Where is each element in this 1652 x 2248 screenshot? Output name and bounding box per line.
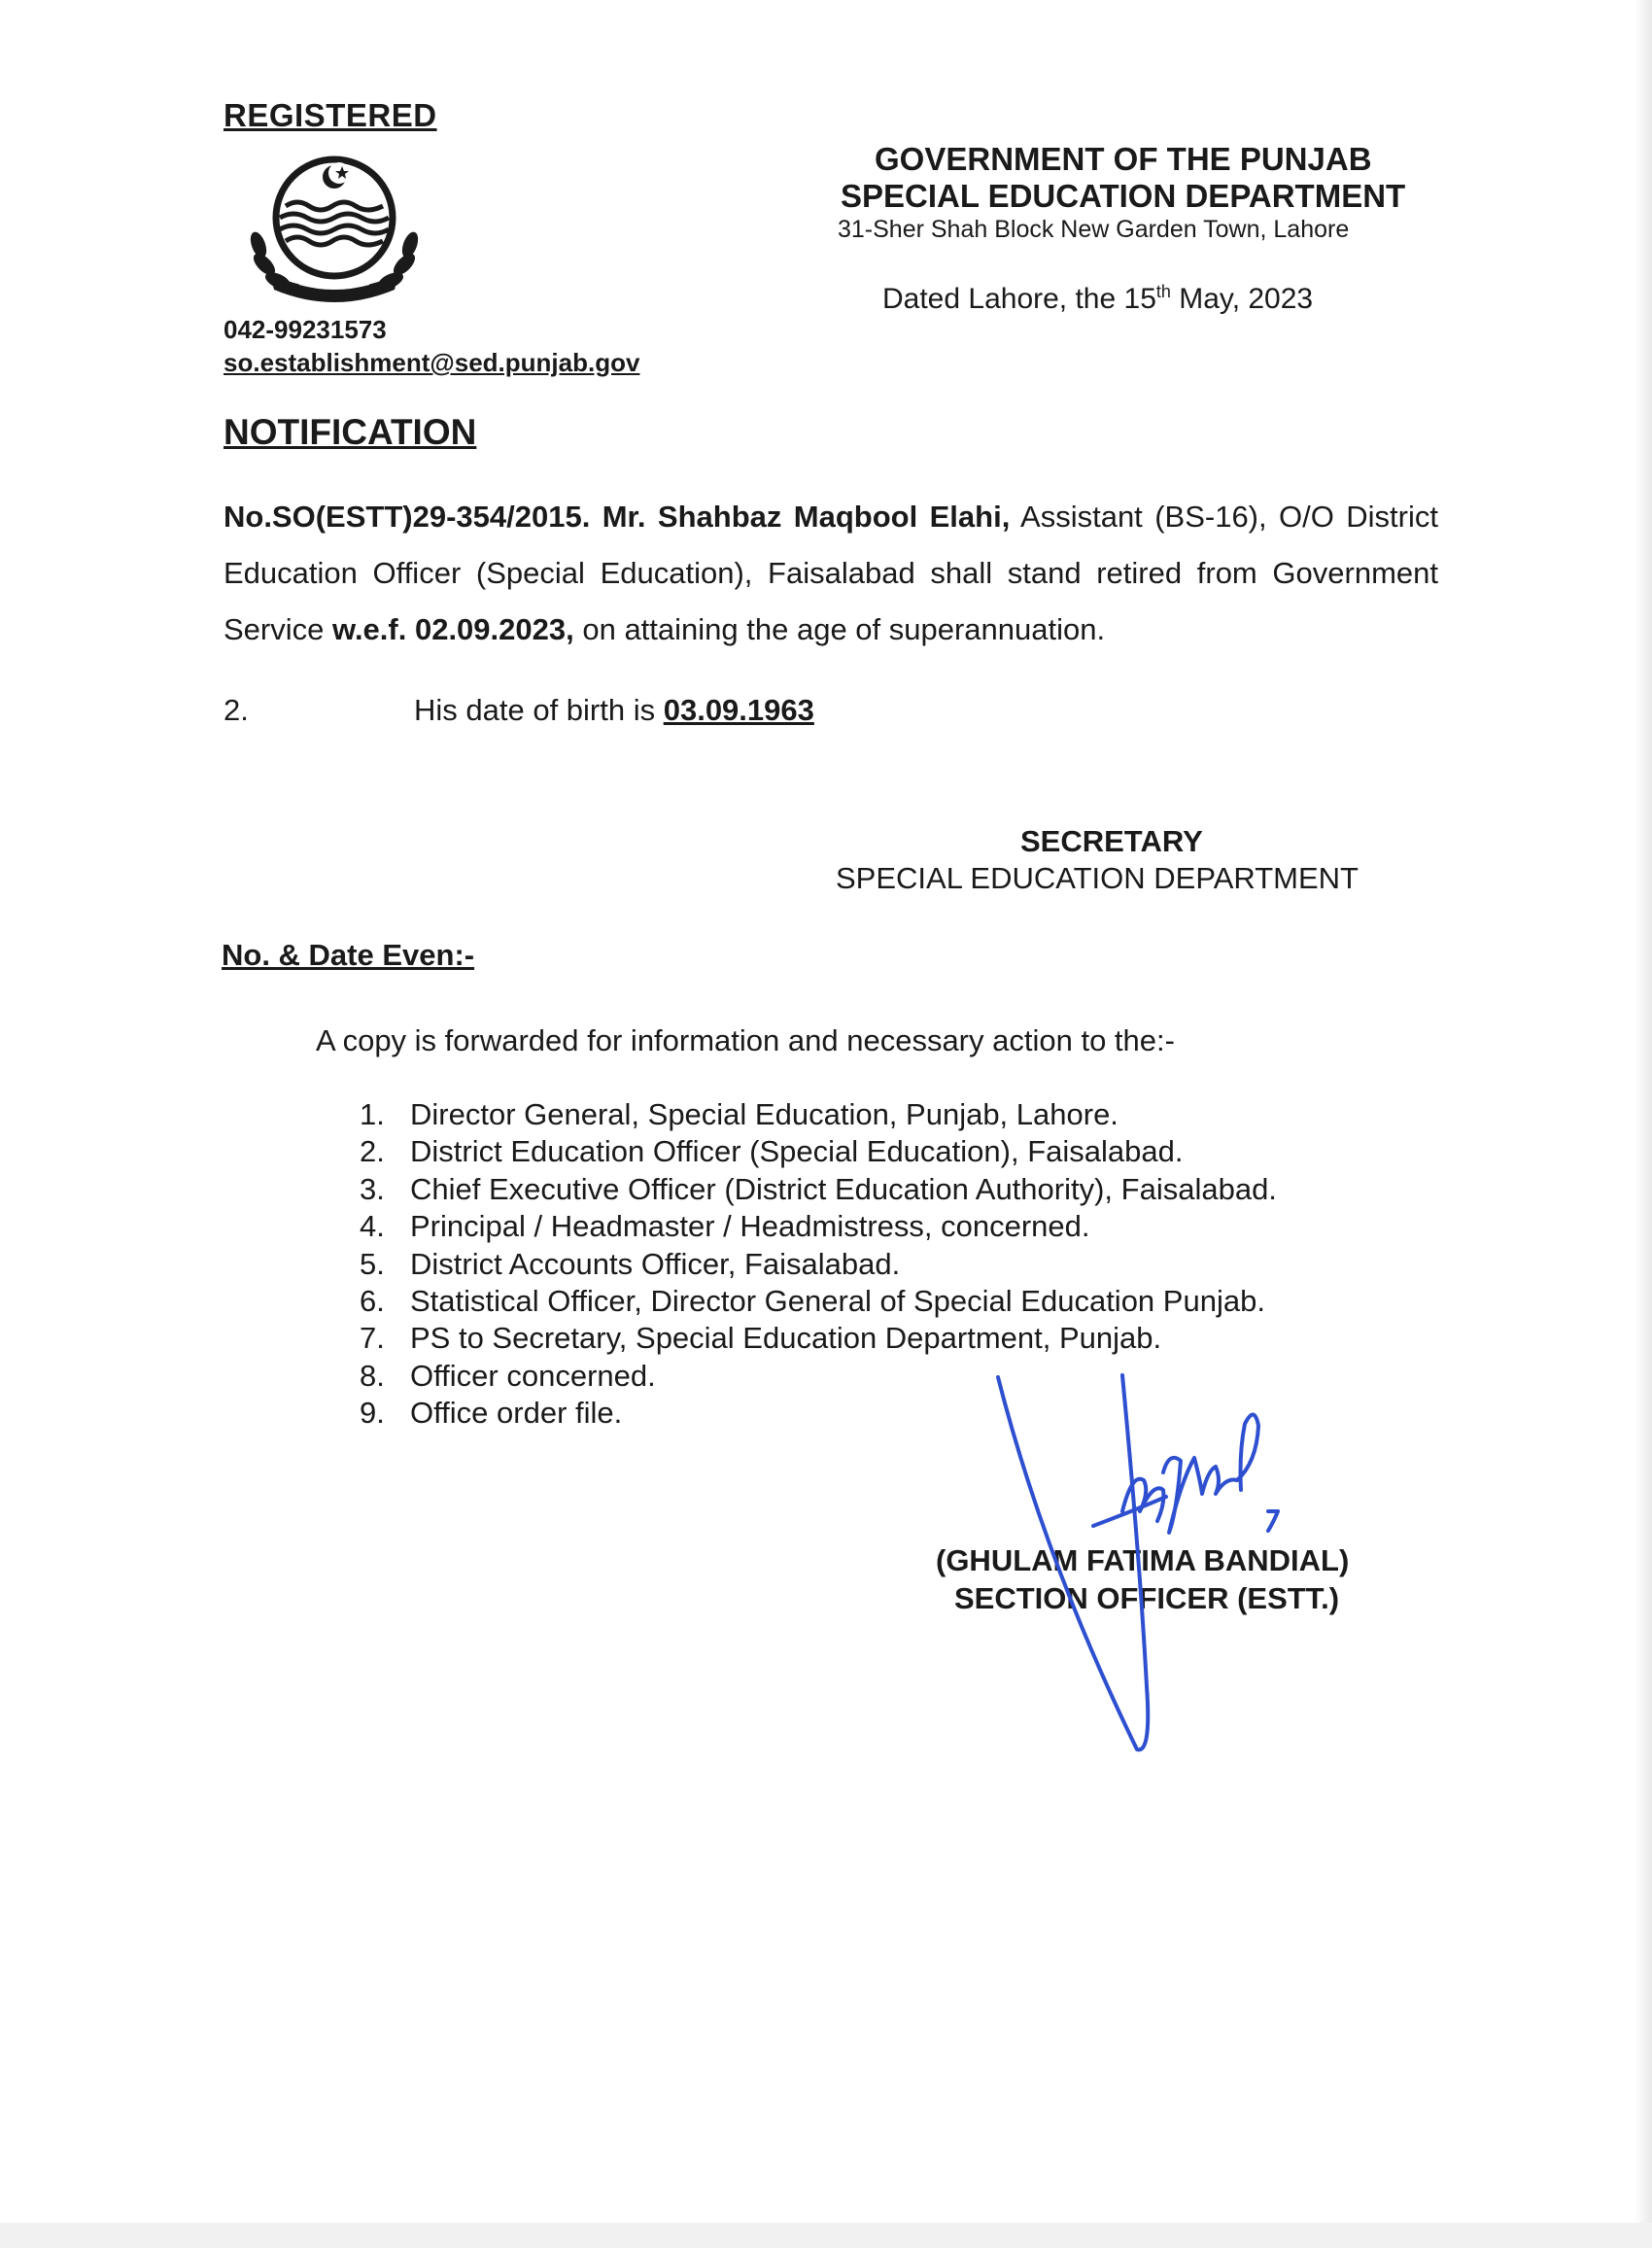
list-item: 6. Statistical Officer, Director General of Special Education Punjab. (360, 1283, 1265, 1318)
page-edge-bottom (0, 2223, 1652, 2248)
department-address: 31-Sher Shah Block New Garden Town, Lahore (838, 216, 1350, 243)
notification-heading: NOTIFICATION (224, 412, 477, 452)
list-item: 8. Officer concerned. (360, 1358, 656, 1393)
employee-name: Mr. Shahbaz Maqbool Elahi, (602, 500, 1011, 534)
dated-line (882, 282, 1313, 316)
copy-forward-intro: A copy is forwarded for information and necessary action to the:- (316, 1023, 1175, 1057)
secretary-department: SPECIAL EDUCATION DEPARTMENT (836, 861, 1359, 895)
list-item: 4. Principal / Headmaster / Headmistress, concerned. (360, 1209, 1090, 1244)
dated-superscript: th (1155, 282, 1171, 301)
effective-date: w.e.f. 02.09.2023, (331, 612, 574, 646)
handwritten-signature-icon (977, 1366, 1307, 1764)
list-item: 1. Director General, Special Education, Punjab, Lahore. (360, 1097, 1119, 1131)
date-of-birth-label: His date of birth is (414, 693, 664, 727)
dated-prefix: Dated Lahore, the 15 (882, 283, 1156, 315)
date-of-birth: 03.09.1963 (663, 693, 814, 727)
section-officer-name: (GHULAM FATIMA BANDIAL) (936, 1543, 1350, 1577)
list-item: 3. Chief Executive Officer (District Education Authority), Faisalabad. (360, 1171, 1277, 1206)
paragraph-text-1: Assistant (BS-16), O/O District Education Officer (Special Education), Faisalabad shall stand retired from Government Service (224, 500, 1438, 646)
reference-number: No.SO(ESTT)29-354/2015. (224, 500, 591, 534)
dated-suffix: May, 2023 (1170, 283, 1314, 315)
no-date-even-heading: No. & Date Even:- (222, 938, 475, 972)
phone-number: 042-99231573 (224, 315, 387, 344)
list-item: 5. District Accounts Officer, Faisalabad. (360, 1246, 901, 1281)
punjab-emblem-icon (241, 148, 428, 305)
list-item: 7. PS to Secretary, Special Education Department, Punjab. (360, 1321, 1162, 1356)
department-title: SPECIAL EDUCATION DEPARTMENT (841, 178, 1406, 214)
government-title: GOVERNMENT OF THE PUNJAB (875, 141, 1372, 177)
list-item: 9. Office order file. (360, 1396, 623, 1431)
registered-label: REGISTERED (224, 97, 437, 133)
email-link[interactable]: so.establishment@sed.punjab.gov (224, 348, 640, 377)
page-edge (1635, 0, 1652, 2248)
date-of-birth-line (414, 693, 814, 728)
paragraph-text-2: on attaining the age of superannuation. (573, 612, 1106, 646)
notification-paragraph (224, 489, 1438, 658)
secretary-title: SECRETARY (1020, 824, 1203, 858)
list-item: 2. District Education Officer (Special Education), Faisalabad. (360, 1134, 1184, 1169)
section-officer-title: SECTION OFFICER (ESTT.) (954, 1581, 1340, 1615)
paragraph-2-number: 2. (224, 693, 249, 727)
